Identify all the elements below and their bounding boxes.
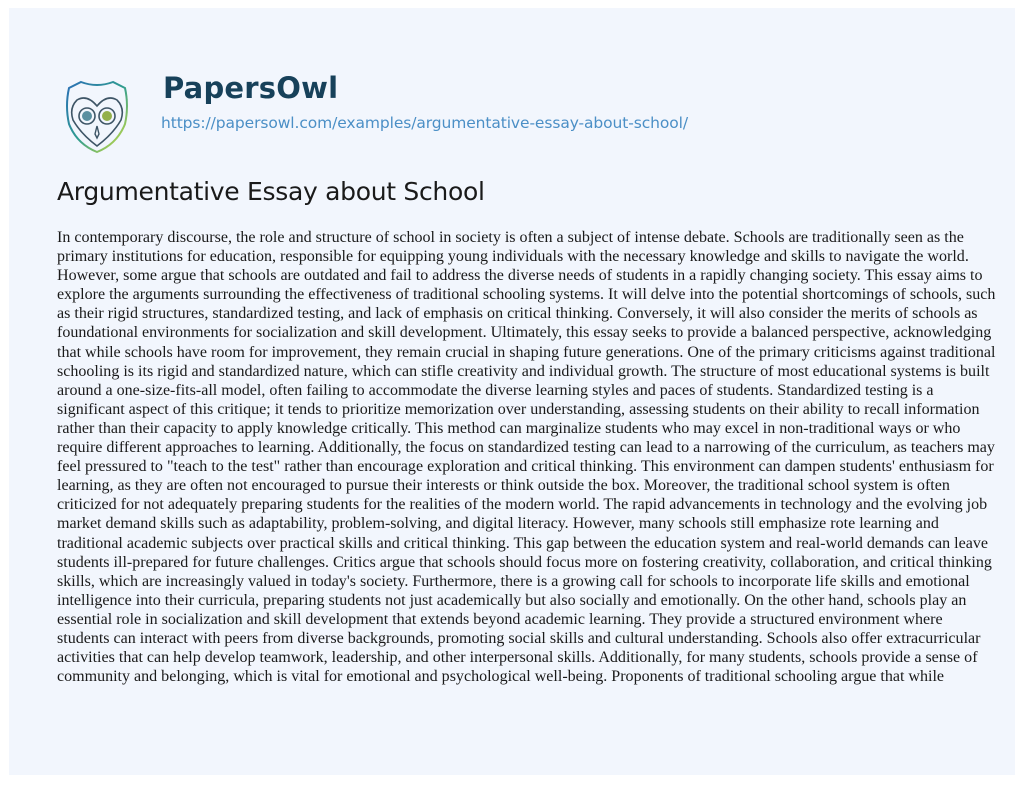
- owl-logo-icon: [59, 76, 135, 156]
- page-title: Argumentative Essay about School: [57, 177, 485, 206]
- source-url-link[interactable]: https://papersowl.com/examples/argumentative-essay-about-school/: [161, 114, 688, 132]
- essay-body: In contemporary discourse, the role and structure of school in society is often a subject of intense debate. Schools are traditionally seen as the primary institutions for education, responsible for equipping young individuals with the necessary knowledge and skills to navigate the world. However, some argue that schools are outdated and fail to address the diverse needs of students in a rapidly changing society. This essay aims to explore the arguments surrounding the effectiveness of traditional schooling systems. It will delve into the potential shortcomings of schools, such as their rigid structures, standardized testing, and lack of emphasis on critical thinking. Conversely, it will also consider the merits of schools as foundational environments for socialization and skill development. Ultimately, this essay seeks to provide a balanced perspective, acknowledging that while schools have room for improvement, they remain crucial in shaping future generations. One of the primary criticisms against traditional schooling is its rigid and standardized nature, which can stifle creativity and individual growth. The structure of most educational systems is built around a one-size-fits-all model, often failing to accommodate the diverse learning styles and paces of students. Standardized testing is a significant aspect of this critique; it tends to prioritize memorization over understanding, assessing students on their ability to recall information rather than their capacity to apply knowledge critically. This method can marginalize students who may excel in non-traditional ways or who require different approaches to learning. Additionally, the focus on standardized testing can lead to a narrowing of the curriculum, as teachers may feel pressured to "teach to the test" rather than encourage exploration and critical thinking. This environment can dampen students' enthusiasm for learning, as they are often not encouraged to pursue their interests or think outside the box. Moreover, the traditional school system is often criticized for not adequately preparing students for the realities of the modern world. The rapid advancements in technology and the evolving job market demand skills such as adaptability, problem-solving, and digital literacy. However, many schools still emphasize rote learning and traditional academic subjects over practical skills and critical thinking. This gap between the education system and real-world demands can leave students ill-prepared for future challenges. Critics argue that schools should focus more on fostering creativity, collaboration, and critical thinking skills, which are increasingly valued in today's society. Furthermore, there is a growing call for schools to incorporate life skills and emotional intelligence into their curricula, preparing students not just academically but also socially and emotionally. On the other hand, schools play an essential role in socialization and skill development that extends beyond academic learning. They provide a structured environment where students can interact with peers from diverse backgrounds, promoting social skills and cultural understanding. Schools also offer extracurricular activities that can help develop teamwork, leadership, and other interpersonal skills. Additionally, for many students, schools provide a sense of community and belonging, which is vital for emotional and psychological well-being. Proponents of traditional schooling argue that while: [57, 229, 996, 686]
- brand-name[interactable]: PapersOwl: [163, 71, 339, 105]
- essay-card: [9, 8, 1015, 775]
